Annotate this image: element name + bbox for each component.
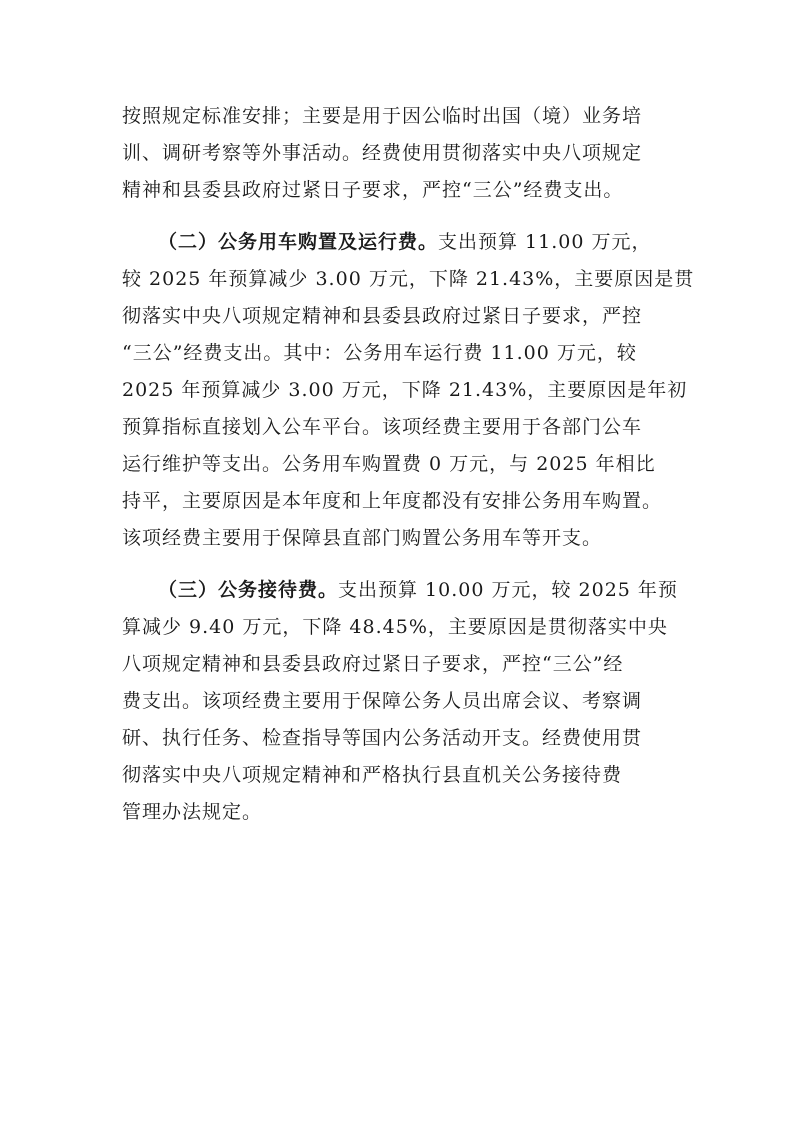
section-heading-vehicle: （二）公务用车购置及运行费。	[158, 231, 439, 253]
text-line	[122, 572, 682, 609]
text-line: 算减少 9.40 万元，下降 48.45%，主要原因是贯彻落实中央	[122, 616, 668, 638]
paragraph-reception-costs	[122, 572, 682, 831]
text-line: 研、执行任务、检查指导等国内公务活动开支。经费使用贯	[122, 727, 643, 749]
text-line: 管理办法规定。	[122, 801, 263, 823]
text-line: 八项规定精神和县委县政府过紧日子要求，严控“三公”经	[122, 653, 624, 675]
text-line: 按照规定标准安排；主要是用于因公临时出国（境）业务培	[122, 105, 643, 127]
text-line: 彻落实中央八项规定精神和严格执行县直机关公务接待费	[122, 764, 623, 786]
text-line: 预算指标直接划入公车平台。该项经费主要用于各部门公车	[122, 416, 643, 438]
text-run: 支出预算 11.00 万元，	[438, 231, 652, 253]
section-heading-reception: （三）公务接待费。	[158, 579, 339, 601]
text-line: 2025 年预算减少 3.00 万元，下降 21.43%，主要原因是年初	[122, 379, 688, 401]
text-line: “三公”经费支出。其中：公务用车运行费 11.00 万元，较	[122, 342, 637, 364]
text-line: 训、调研考察等外事活动。经费使用贯彻落实中央八项规定	[122, 142, 643, 164]
text-line: 运行维护等支出。公务用车购置费 0 万元，与 2025 年相比	[122, 453, 656, 475]
text-line: 费支出。该项经费主要用于保障公务人员出席会议、考察调	[122, 690, 643, 712]
text-line: 该项经费主要用于保障县直部门购置公务用车等开支。	[122, 527, 603, 549]
text-run: 支出预算 10.00 万元，较 2025 年预	[338, 579, 678, 601]
text-line: 彻落实中央八项规定精神和县委县政府过紧日子要求，严控	[122, 305, 643, 327]
text-line: 持平，主要原因是本年度和上年度都没有安排公务用车购置。	[122, 490, 663, 512]
document-body	[122, 98, 695, 831]
paragraph-continued	[122, 98, 682, 209]
text-line: 精神和县委县政府过紧日子要求，严控“三公”经费支出。	[122, 179, 624, 201]
text-line: 较 2025 年预算减少 3.00 万元，下降 21.43%，主要原因是贯	[122, 268, 695, 290]
text-line	[122, 224, 682, 261]
paragraph-vehicle-costs	[122, 224, 695, 557]
